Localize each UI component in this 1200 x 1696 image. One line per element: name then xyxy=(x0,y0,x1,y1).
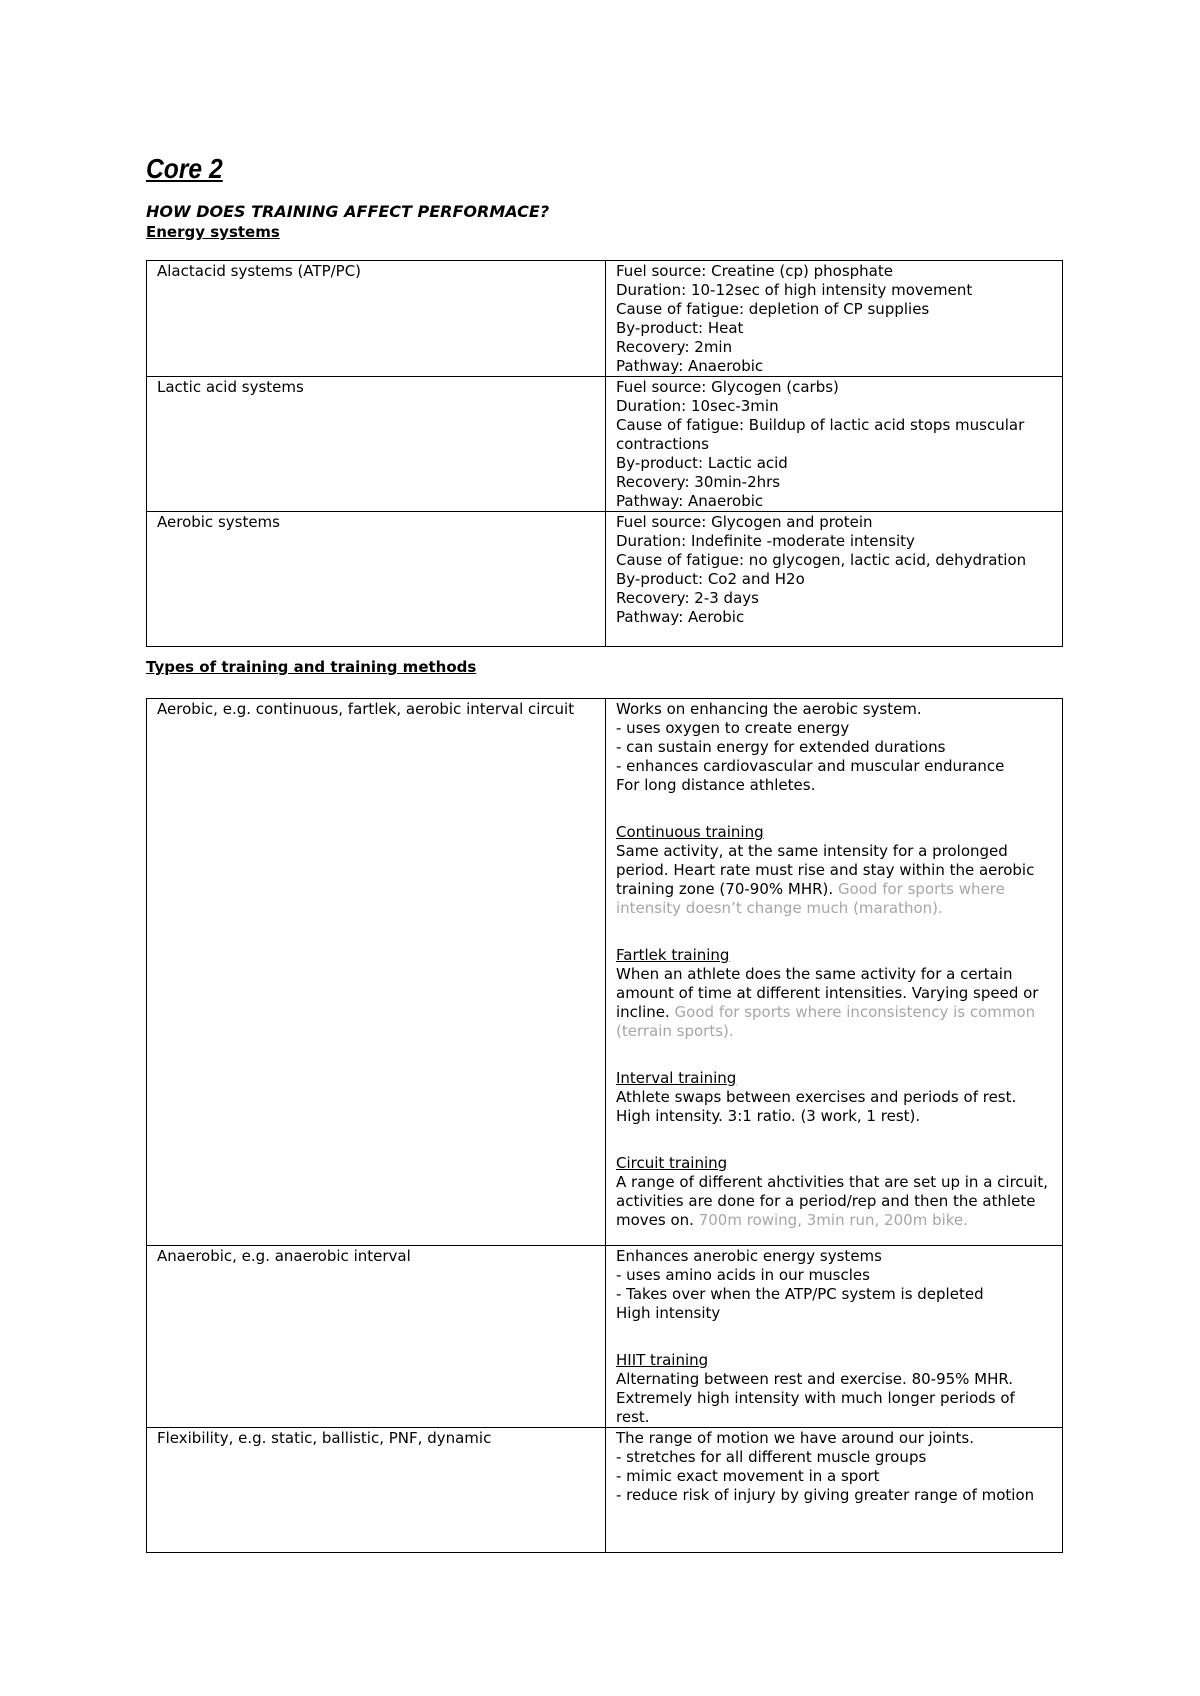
energy-system-details xyxy=(606,377,1063,512)
detail-line: Pathway: Aerobic xyxy=(616,608,745,626)
method-text: When an athlete does the same activity for a certain amount of time at different intensities. Varying speed or incline. xyxy=(616,965,1044,1021)
method-note: Good for sports where intensity doesn’t change much (marathon). xyxy=(616,880,1010,917)
detail-line: Fuel source: Glycogen and protein xyxy=(616,513,873,531)
detail-line: Duration: 10sec-3min xyxy=(616,397,779,415)
description-line: - uses amino acids in our muscles xyxy=(616,1266,870,1284)
detail-line: Recovery: 30min-2hrs xyxy=(616,473,781,491)
training-description xyxy=(606,1428,1063,1553)
energy-systems-heading: Energy systems xyxy=(146,223,280,241)
method-text-block xyxy=(616,1173,1052,1230)
spacer xyxy=(616,1126,1052,1154)
energy-system-details xyxy=(606,512,1063,647)
method-text-block xyxy=(616,965,1052,1041)
detail-line: Duration: 10-12sec of high intensity movement xyxy=(616,281,973,299)
description-line: - uses oxygen to create energy xyxy=(616,719,850,737)
detail-line: Cause of fatigue: depletion of CP supplies xyxy=(616,300,930,318)
system-name-text: Aerobic systems xyxy=(157,513,280,531)
detail-line: Recovery: 2-3 days xyxy=(616,589,759,607)
training-type xyxy=(147,1428,606,1553)
table-row xyxy=(147,1428,1063,1553)
description-line: Works on enhancing the aerobic system. xyxy=(616,700,922,718)
method-note: Good for sports where inconsistency is common (terrain sports). xyxy=(616,1003,1040,1040)
spacer xyxy=(616,795,1052,823)
method-note: 700m rowing, 3min run, 200m bike. xyxy=(698,1211,968,1229)
detail-line: By-product: Lactic acid xyxy=(616,454,788,472)
table-row xyxy=(147,261,1063,377)
detail-line: By-product: Heat xyxy=(616,319,744,337)
spacer xyxy=(616,918,1052,946)
training-type-text: Aerobic, e.g. continuous, fartlek, aerobic interval circuit xyxy=(157,700,575,718)
detail-line: By-product: Co2 and H2o xyxy=(616,570,805,588)
description-line: - can sustain energy for extended durations xyxy=(616,738,946,756)
method-text: Same activity, at the same intensity for a prolonged period. Heart rate must rise and stay within the aerobic training zone (70-90% MHR). xyxy=(616,842,1040,898)
method-name: Interval training xyxy=(616,1069,737,1087)
document-subtitle: HOW DOES TRAINING AFFECT PERFORMACE? xyxy=(146,202,550,221)
spacer xyxy=(616,1041,1052,1069)
energy-system-details xyxy=(606,261,1063,377)
training-type-text: Anaerobic, e.g. anaerobic interval xyxy=(157,1247,411,1265)
training-type-text: Flexibility, e.g. static, ballistic, PNF, dynamic xyxy=(157,1429,492,1447)
training-description xyxy=(606,1246,1063,1428)
method-name: HIIT training xyxy=(616,1351,709,1369)
table-row xyxy=(147,512,1063,647)
detail-line: Recovery: 2min xyxy=(616,338,733,356)
method-text-block xyxy=(616,1088,1052,1126)
energy-system-name xyxy=(147,377,606,512)
description-line: - mimic exact movement in a sport xyxy=(616,1467,880,1485)
table-row xyxy=(147,1246,1063,1428)
method-text: A range of different ahctivities that are set up in a circuit, activities are done for a period/rep and then the athlete moves on. xyxy=(616,1173,1053,1229)
detail-line: Cause of fatigue: Buildup of lactic acid stops muscular contractions xyxy=(616,416,1030,453)
page-title: Core 2 xyxy=(146,153,223,184)
system-name-text: Alactacid systems (ATP/PC) xyxy=(157,262,362,280)
method-name: Continuous training xyxy=(616,823,764,841)
training-description xyxy=(606,699,1063,1246)
description-line: High intensity xyxy=(616,1304,721,1322)
energy-systems-table xyxy=(146,260,1063,647)
method-name: Fartlek training xyxy=(616,946,730,964)
energy-system-name xyxy=(147,512,606,647)
detail-line: Duration: Indefinite -moderate intensity xyxy=(616,532,915,550)
detail-line: Cause of fatigue: no glycogen, lactic acid, dehydration xyxy=(616,551,1027,569)
table-row xyxy=(147,699,1063,1246)
energy-system-name xyxy=(147,261,606,377)
detail-line: Pathway: Anaerobic xyxy=(616,357,764,375)
training-methods-table xyxy=(146,698,1063,1553)
method-name: Circuit training xyxy=(616,1154,728,1172)
description-line: - enhances cardiovascular and muscular endurance xyxy=(616,757,1005,775)
method-text: Athlete swaps between exercises and periods of rest. High intensity. 3:1 ratio. (3 work, 1 rest). xyxy=(616,1088,1022,1125)
description-line: - stretches for all different muscle groups xyxy=(616,1448,927,1466)
training-type xyxy=(147,1246,606,1428)
description-line: - reduce risk of injury by giving greater range of motion xyxy=(616,1486,1035,1504)
detail-line: Pathway: Anaerobic xyxy=(616,492,764,510)
method-text: Alternating between rest and exercise. 80-95% MHR. Extremely high intensity with much longer periods of rest. xyxy=(616,1370,1020,1426)
training-methods-heading: Types of training and training methods xyxy=(146,658,477,676)
detail-line: Fuel source: Glycogen (carbs) xyxy=(616,378,839,396)
training-type xyxy=(147,699,606,1246)
table-row xyxy=(147,377,1063,512)
spacer xyxy=(616,1323,1052,1351)
method-text-block xyxy=(616,1370,1052,1427)
detail-line: Fuel source: Creatine (cp) phosphate xyxy=(616,262,893,280)
system-name-text: Lactic acid systems xyxy=(157,378,304,396)
description-line: - Takes over when the ATP/PC system is depleted xyxy=(616,1285,984,1303)
description-line: Enhances anerobic energy systems xyxy=(616,1247,882,1265)
description-line: The range of motion we have around our joints. xyxy=(616,1429,975,1447)
description-line: For long distance athletes. xyxy=(616,776,816,794)
method-text-block xyxy=(616,842,1052,918)
